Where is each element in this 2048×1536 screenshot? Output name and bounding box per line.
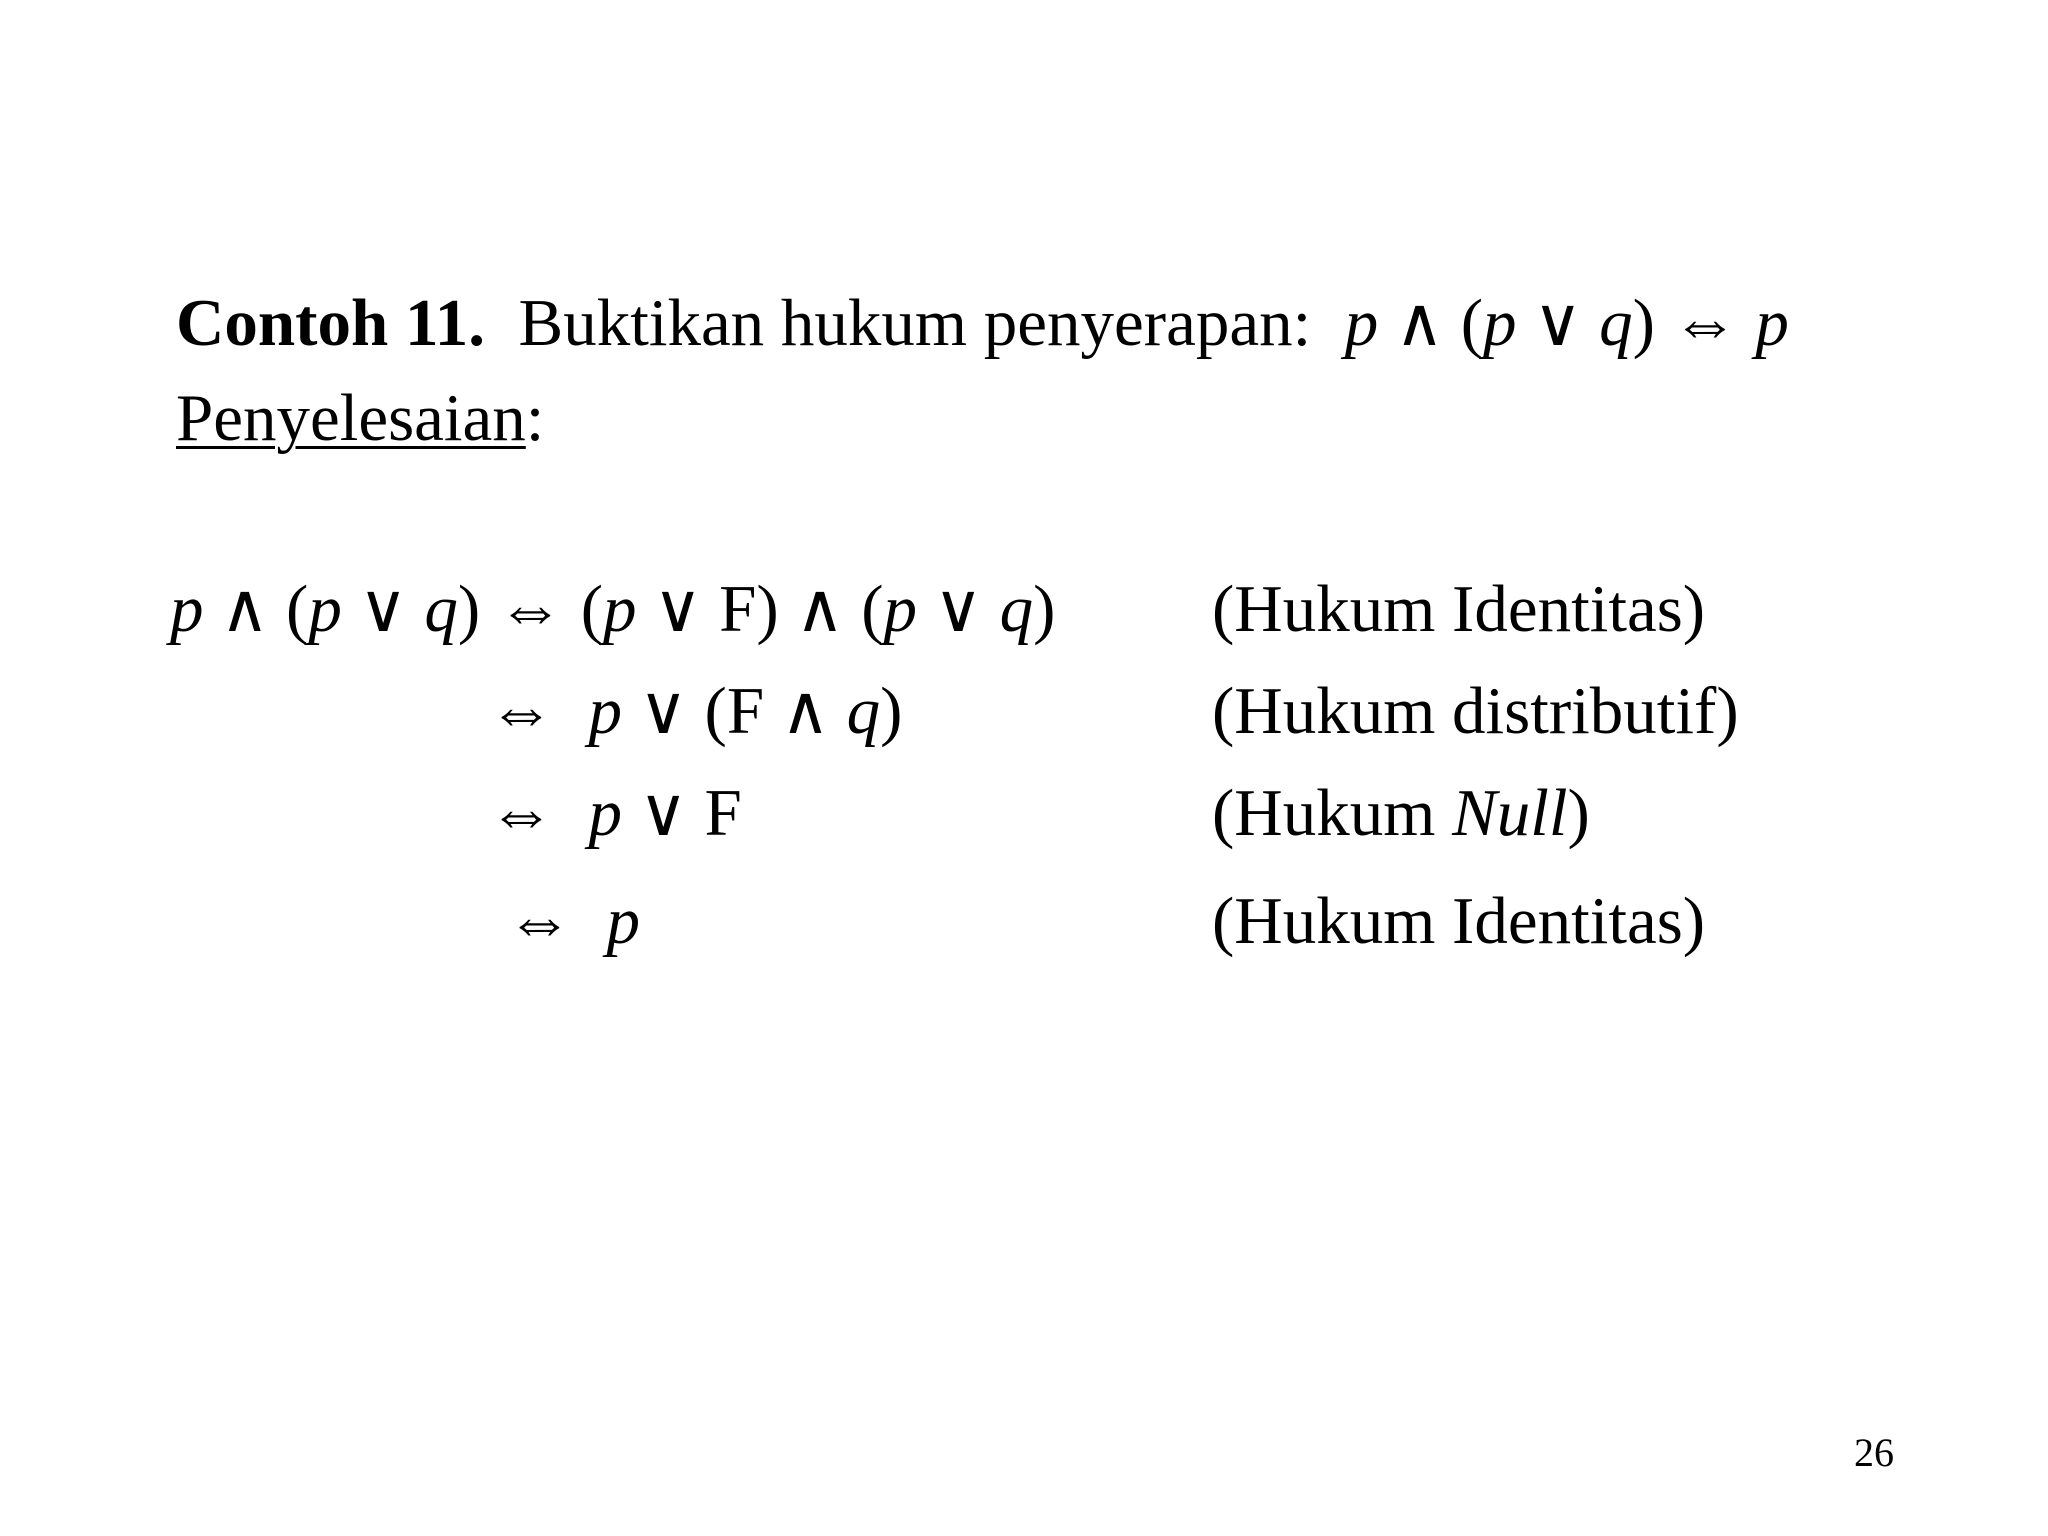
iff-symbol: ⇔ [506, 884, 573, 958]
proof-step-1-reason: (Hukum Identitas) [1212, 572, 1706, 646]
example-statement: Buktikan hukum penyerapan: [518, 286, 1312, 360]
iff-symbol: ⇔ [496, 572, 564, 646]
example-heading [176, 286, 1789, 360]
solution-colon: : [525, 381, 545, 455]
proof-step-2-expression: ⇔ p ∨ (F ∧ q) [488, 674, 903, 748]
absorption-formula: p ∧ (p ∨ q) ⇔ p [1344, 286, 1789, 360]
proof-step-2-reason: (Hukum distributif) [1212, 674, 1739, 748]
proof-step-3-reason: (Hukum Null) [1212, 776, 1590, 850]
example-label: Contoh 11. [176, 286, 486, 360]
proof-step-4-reason: (Hukum Identitas) [1212, 884, 1706, 958]
proof-step-4-expression: ⇔ p [506, 884, 640, 958]
solution-heading [176, 381, 545, 455]
page-number: 26 [1854, 1430, 1894, 1475]
proof-step-3-expression: ⇔ p ∨ F [488, 776, 742, 850]
iff-symbol: ⇔ [488, 674, 555, 748]
solution-label: Penyelesaian [176, 381, 526, 455]
proof-step-1-expression: p ∧ (p ∨ q) ⇔ (p ∨ F) ∧ (p ∨ q) [170, 572, 1056, 646]
iff-symbol: ⇔ [488, 776, 555, 850]
